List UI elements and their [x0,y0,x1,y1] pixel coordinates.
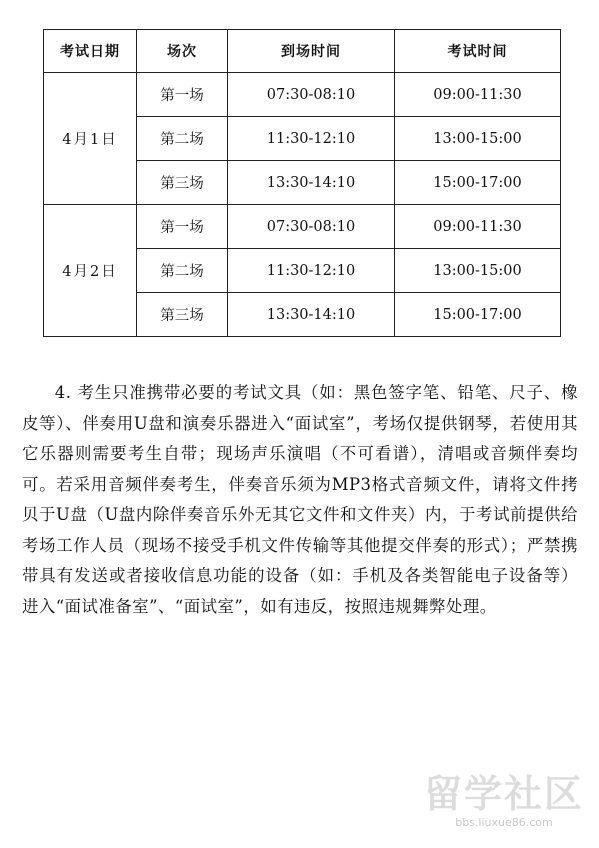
session-cell: 第一场 [137,205,228,249]
exam-date-cell: 4月1日 [44,73,137,205]
session-cell: 第二场 [137,249,228,293]
exam-time-cell: 15:00-17:00 [395,161,561,205]
arrival-time-cell: 13:30-14:10 [228,293,395,337]
arrival-time-cell: 07:30-08:10 [228,73,395,117]
session-cell: 第二场 [137,117,228,161]
arrival-time-cell: 13:30-14:10 [228,161,395,205]
table-header-row [44,30,561,73]
header-session: 场次 [137,30,228,73]
exam-time-cell: 13:00-15:00 [395,117,561,161]
exam-time-cell: 15:00-17:00 [395,293,561,337]
header-exam-date: 考试日期 [44,30,137,73]
arrival-time-cell: 07:30-08:10 [228,205,395,249]
table-row [44,205,561,249]
rules-paragraph: 4. 考生只准携带必要的考试文具（如：黑色签字笔、铅笔、尺子、橡皮等）、伴奏用U盘和演奏乐器进入“面试室”，考场仅提供钢琴，若使用其它乐器则需要考生自带；现场声乐演唱（不可看谱），清唱或音频伴奏均可。若采用音频伴奏考生，伴奏音乐须为MP3格式音频文件，请将文件拷贝于U盘（U盘内除伴奏音乐外无其它文件和文件夹）内，于考试前提供给考场工作人员（现场不接受手机文件传输等其他提交伴奏的形式）；严禁携带具有发送或者接收信息功能的设备（如：手机及各类智能电子设备等）进入“面试准备室”、“面试室”，如有违反，按照违规舞弊处理。 [22,383,578,616]
exam-time-cell: 13:00-15:00 [395,249,561,293]
table-row [44,73,561,117]
exam-date-cell: 4月2日 [44,205,137,337]
arrival-time-cell: 11:30-12:10 [228,117,395,161]
session-cell: 第一场 [137,73,228,117]
site-watermark [419,772,589,834]
session-cell: 第三场 [137,293,228,337]
watermark-logo: 留学社区 [423,772,584,816]
arrival-time-cell: 11:30-12:10 [228,249,395,293]
header-arrival-time: 到场时间 [228,30,395,73]
session-cell: 第三场 [137,161,228,205]
exam-time-cell: 09:00-11:30 [395,205,561,249]
exam-schedule-table [43,29,561,337]
header-exam-time: 考试时间 [395,30,561,73]
exam-time-cell: 09:00-11:30 [395,73,561,117]
watermark-url: bbs.liuxue86.com [455,816,553,829]
